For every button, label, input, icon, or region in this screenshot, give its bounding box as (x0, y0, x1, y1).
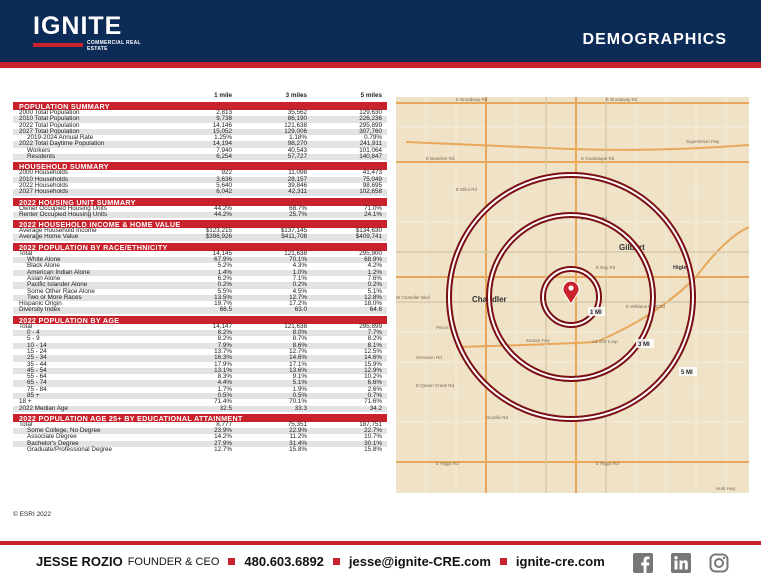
row-label: 15 - 24 (27, 347, 47, 355)
row-value: 70.1% (289, 256, 307, 264)
svg-text:AZ 202 Loop: AZ 202 Loop (592, 339, 618, 344)
row-value: 11,098 (288, 169, 307, 177)
svg-text:E Broadway Rd: E Broadway Rd (606, 97, 638, 102)
row-value: 13.7% (214, 347, 232, 355)
row-value: 67.9% (214, 256, 232, 264)
row-value: 121,638 (284, 249, 307, 257)
row-value: 5.5% (217, 287, 232, 295)
row-value: 71.4% (214, 398, 232, 406)
radius-map[interactable] (396, 97, 749, 493)
svg-text:5 MI: 5 MI (681, 370, 693, 376)
row-value: 140,847 (359, 153, 382, 161)
row-label: Bachelor's Degree (27, 439, 79, 447)
row-value: 1.18% (289, 134, 307, 142)
row-label: 10 - 14 (27, 341, 47, 349)
svg-text:Higley: Higley (673, 265, 690, 271)
row-value: 0.2% (367, 281, 382, 289)
row-value: 75,049 (362, 175, 382, 183)
row-label: 35 - 44 (27, 360, 47, 368)
row-value: 1.9% (292, 385, 307, 393)
row-value: 7.9% (217, 341, 232, 349)
row-value: 8.2% (367, 335, 382, 343)
row-label: Residents (27, 153, 56, 161)
row-value: 14.6% (289, 354, 307, 362)
row-label: 2010 Households (19, 175, 69, 183)
row-value: 15.9% (364, 360, 382, 368)
table-row (13, 234, 387, 240)
row-label: 25 - 34 (27, 354, 47, 362)
agent-name: JESSE ROZIO (36, 554, 123, 569)
row-value: 13.1% (214, 366, 232, 374)
row-value: 15.8% (289, 446, 307, 454)
row-value: 68.7% (289, 204, 307, 212)
row-value: 12.8% (364, 293, 382, 301)
row-value: 12.5% (364, 347, 382, 355)
row-value: 8.3% (217, 373, 232, 381)
linkedin-icon[interactable] (670, 552, 692, 574)
row-value: 28,157 (287, 175, 307, 183)
row-value: 226,236 (359, 115, 382, 123)
row-value: 6.6% (367, 379, 382, 387)
row-label: Graduate/Professional Degree (27, 446, 113, 454)
row-label: 5 - 9 (27, 335, 40, 343)
page-title: DEMOGRAPHICS (582, 31, 727, 48)
row-label: 2000 Households (19, 169, 69, 177)
row-value: 129,630 (359, 109, 382, 116)
row-value: 68.9% (364, 256, 382, 264)
row-value: 17.2% (289, 300, 307, 308)
row-label: 55 - 64 (27, 373, 47, 381)
svg-text:E Warner Rd: E Warner Rd (581, 216, 607, 221)
svg-text:W Chandler Blvd: W Chandler Blvd (396, 295, 430, 300)
header-banner (0, 0, 761, 62)
row-label: 45 - 54 (27, 366, 47, 374)
row-value: 4.2% (367, 262, 382, 270)
svg-text:Pecos Rd: Pecos Rd (436, 325, 456, 330)
row-value: 0.2% (217, 281, 232, 289)
website-link[interactable]: ignite-cre.com (515, 554, 605, 569)
row-value: 5,640 (216, 181, 232, 189)
row-value: 18.0% (364, 300, 382, 308)
instagram-icon[interactable] (708, 552, 730, 574)
row-label: 85 + (27, 391, 40, 399)
row-value: 129,006 (284, 127, 307, 135)
row-value: 295,899 (359, 121, 382, 129)
svg-text:Chandler: Chandler (472, 295, 507, 304)
row-value: 7,940 (216, 146, 232, 154)
row-value: 241,911 (359, 140, 382, 148)
row-value: 13.5% (214, 293, 232, 301)
row-value: 101,064 (359, 146, 382, 154)
svg-text:E Baseline Rd: E Baseline Rd (426, 156, 455, 161)
row-value: 32.5 (219, 404, 232, 412)
row-value: 6,042 (216, 188, 232, 196)
logo-name: IGNITE (33, 12, 123, 40)
row-value: 6,254 (216, 153, 232, 161)
table-sections (13, 101, 387, 453)
row-value: 39,846 (287, 181, 307, 189)
logo-subtitle: COMMERCIAL REAL ESTATE (87, 40, 141, 52)
map-svg (396, 97, 749, 493)
logo-underline (33, 43, 83, 47)
separator-dot (228, 558, 235, 565)
svg-text:E Riggs Rd: E Riggs Rd (436, 461, 459, 466)
row-value: 64.6 (369, 306, 382, 314)
col-header-5miles: 5 miles (360, 92, 382, 99)
row-value: 14,145 (212, 249, 232, 257)
row-label: 2022 Households (19, 181, 69, 189)
row-label: American Indian Alone (27, 268, 91, 276)
row-value: 4.5% (292, 287, 307, 295)
row-label: Diversity Index (19, 306, 61, 314)
row-label: Workers (27, 146, 51, 154)
section-header: 2022 HOUSEHOLD INCOME & HOME VALUE (13, 219, 387, 228)
row-value: 1.4% (217, 268, 232, 276)
row-label: Total (19, 420, 33, 428)
row-value: 1.2% (367, 268, 382, 276)
row-value: 42,311 (288, 188, 307, 196)
row-value: 25.7% (289, 210, 307, 218)
row-value: 187,751 (359, 420, 382, 428)
row-label: White Alone (27, 256, 61, 264)
row-label: Two or More Races (27, 293, 82, 301)
row-value: 75,351 (287, 420, 307, 428)
row-value: 71.6% (364, 398, 382, 406)
row-value: 63.0 (294, 306, 307, 314)
row-label: 2027 Households (19, 188, 69, 196)
column-headers (13, 92, 387, 100)
row-label: 2019-2024 Annual Rate (27, 134, 94, 142)
row-value: 6.2% (217, 274, 232, 282)
row-value: 34.2 (369, 404, 382, 412)
row-value: 0.79% (364, 134, 382, 142)
row-value: 66.5 (219, 306, 232, 314)
row-value: 1.7% (217, 385, 232, 393)
row-value: 8.2% (217, 329, 232, 337)
section-header: 2022 HOUSING UNIT SUMMARY (13, 197, 387, 206)
row-value: 8.6% (292, 341, 307, 349)
row-value: 41,473 (362, 169, 382, 177)
row-value: 295,900 (359, 249, 382, 257)
row-value: 1.25% (214, 134, 232, 142)
row-label: Black Alone (27, 262, 60, 270)
demographics-table (13, 92, 387, 453)
contact-footer (36, 554, 605, 569)
row-value: 5.1% (292, 379, 307, 387)
svg-text:Superstition Fwy: Superstition Fwy (686, 139, 720, 144)
row-value: 4.3% (292, 262, 307, 270)
footer-accent-bar (0, 541, 761, 545)
row-label: 0 - 4 (27, 329, 40, 337)
row-value: 8.0% (292, 329, 307, 337)
row-value: 57,727 (287, 153, 307, 161)
section-header: 2022 POPULATION BY RACE/ETHNICITY (13, 242, 387, 251)
row-value: 13.6% (289, 366, 307, 374)
svg-text:Santan Fwy: Santan Fwy (526, 338, 550, 343)
svg-text:Gilbert: Gilbert (619, 243, 645, 252)
row-value: 40,543 (287, 146, 307, 154)
row-value: 17.1% (289, 360, 307, 368)
facebook-icon[interactable] (632, 552, 654, 574)
row-label: 2022 Median Age (19, 404, 69, 412)
row-label: Some College, No Degree (27, 427, 101, 435)
row-value: $396,926 (205, 233, 232, 241)
row-label: Associate Degree (27, 433, 77, 441)
row-value: 10.2% (364, 373, 382, 381)
row-value: 0.7% (367, 391, 382, 399)
row-value: 35,562 (287, 109, 307, 116)
row-value: 7.6% (367, 274, 382, 282)
row-label: Asian Alone (27, 274, 61, 282)
table-row (13, 447, 387, 453)
row-value: 922 (221, 169, 232, 177)
row-value: 7.7% (367, 329, 382, 337)
phone-link[interactable]: 480.603.6892 (244, 554, 324, 569)
row-value: 0.5% (217, 391, 232, 399)
separator-dot (500, 558, 507, 565)
row-value: 12.9% (364, 366, 382, 374)
row-value: 22.7% (364, 427, 382, 435)
row-value: 14.2% (214, 433, 232, 441)
row-value: 1.0% (292, 268, 307, 276)
row-value: 9,738 (216, 115, 232, 123)
svg-text:1 MI: 1 MI (590, 310, 602, 316)
svg-text:Hunt Hwy: Hunt Hwy (716, 486, 736, 491)
row-value: 98,270 (287, 140, 307, 148)
row-value: 8.7% (292, 335, 307, 343)
row-label: Average Household Income (19, 227, 97, 235)
table-row (13, 406, 387, 412)
separator-dot (333, 558, 340, 565)
header-accent-bar (0, 62, 761, 68)
row-value: 12.7% (289, 347, 307, 355)
svg-text:Germann Rd: Germann Rd (416, 355, 442, 360)
table-row (13, 307, 387, 313)
row-value: 5.1% (367, 287, 382, 295)
agent-title: FOUNDER & CEO (127, 555, 220, 568)
row-value: 17.9% (214, 360, 232, 368)
email-link[interactable]: jesse@ignite-CRE.com (348, 554, 491, 569)
section-header: POPULATION SUMMARY (13, 101, 387, 110)
svg-text:E Queen Creek Rd: E Queen Creek Rd (416, 383, 455, 388)
row-value: 2.6% (367, 385, 382, 393)
row-label: 18 + (19, 398, 32, 406)
row-value: 16.3% (214, 354, 232, 362)
row-label: 2022 Total Population (19, 121, 80, 129)
svg-text:E Guadalupe Rd: E Guadalupe Rd (581, 156, 615, 161)
row-label: 65 - 74 (27, 379, 47, 387)
row-value: 44.2% (214, 210, 232, 218)
col-header-1mile: 1 mile (214, 92, 232, 99)
row-label: 75 - 84 (27, 385, 47, 393)
row-value: 31.4% (289, 439, 307, 447)
row-value: 12.7% (289, 293, 307, 301)
row-value: 14.6% (364, 354, 382, 362)
row-value: 33.3 (294, 404, 307, 412)
row-value: 86,190 (287, 115, 307, 123)
row-value: 295,899 (359, 322, 382, 330)
row-value: 11.2% (289, 433, 307, 441)
row-label: 2000 Total Population (19, 109, 80, 116)
row-value: 24.1% (364, 210, 382, 218)
row-value: 8.2% (217, 335, 232, 343)
row-value: 7.1% (292, 274, 307, 282)
row-value: 0.2% (292, 281, 307, 289)
row-label: 2010 Total Population (19, 115, 80, 123)
row-value: 121,638 (284, 322, 307, 330)
section-header: 2022 POPULATION BY AGE (13, 315, 387, 324)
row-label: Pacific Islander Alone (27, 281, 88, 289)
row-value: 3,636 (216, 175, 232, 183)
row-value: 9.1% (292, 373, 307, 381)
svg-text:E Riggs Rd: E Riggs Rd (596, 461, 619, 466)
row-value: 14,147 (212, 322, 232, 330)
row-value: 30.1% (364, 439, 382, 447)
row-value: 15,052 (212, 127, 232, 135)
table-row (13, 189, 387, 195)
row-value: 15.8% (364, 446, 382, 454)
row-value: 0.5% (292, 391, 307, 399)
row-value: 307,760 (359, 127, 382, 135)
row-value: 10.7% (364, 433, 382, 441)
svg-text:Ocotillo Rd: Ocotillo Rd (486, 415, 509, 420)
row-value: 14,194 (212, 140, 232, 148)
row-label: Some Other Race Alone (27, 287, 95, 295)
copyright-note: © ESRI 2022 (13, 511, 52, 518)
row-value: 5.2% (217, 262, 232, 270)
row-value: 12.7% (214, 446, 232, 454)
row-value: 98,695 (362, 181, 382, 189)
row-label: 2022 Total Daytime Population (19, 140, 105, 148)
table-row (13, 154, 387, 160)
svg-text:E Williams Field Rd: E Williams Field Rd (626, 304, 666, 309)
row-value: $409,741 (355, 233, 382, 241)
row-value: 70.1% (289, 398, 307, 406)
row-value: 8.1% (367, 341, 382, 349)
row-label: Total (19, 322, 33, 330)
row-value: 4.4% (217, 379, 232, 387)
row-label: 2027 Total Population (19, 127, 80, 135)
row-label: Renter Occupied Housing Units (19, 210, 108, 218)
row-value: 2,813 (216, 109, 232, 116)
row-value: 23.9% (214, 427, 232, 435)
svg-text:E Elliot Rd: E Elliot Rd (456, 187, 478, 192)
row-label: Hispanic Origin (19, 300, 62, 308)
row-value: $411,708 (281, 233, 307, 241)
section-header: 2022 POPULATION AGE 25+ BY EDUCATIONAL ATTAINMENT (13, 413, 387, 422)
section-header: HOUSEHOLD SUMMARY (13, 161, 387, 170)
row-value: 14,146 (212, 121, 232, 129)
svg-text:E Ray Rd: E Ray Rd (596, 265, 616, 270)
row-value: 44.2% (214, 204, 232, 212)
row-value: 27.9% (214, 439, 232, 447)
social-links (632, 552, 730, 574)
row-label: Average Home Value (19, 233, 79, 241)
row-value: $134,630 (355, 227, 382, 235)
svg-text:E Broadway Rd: E Broadway Rd (456, 97, 488, 102)
row-value: 8,777 (216, 420, 232, 428)
row-value: $123,215 (205, 227, 232, 235)
row-value: 71.0% (364, 204, 382, 212)
row-value: 22.9% (289, 427, 307, 435)
row-label: Owner Occupied Housing Units (19, 204, 107, 212)
svg-text:3 MI: 3 MI (638, 342, 650, 348)
row-label: Total (19, 249, 33, 257)
row-value: 102,658 (359, 188, 382, 196)
row-value: $137,145 (280, 227, 307, 235)
row-value: 19.7% (214, 300, 232, 308)
table-row (13, 212, 387, 218)
row-value: 121,638 (284, 121, 307, 129)
ignite-logo (33, 12, 141, 52)
col-header-3miles: 3 miles (285, 92, 307, 99)
